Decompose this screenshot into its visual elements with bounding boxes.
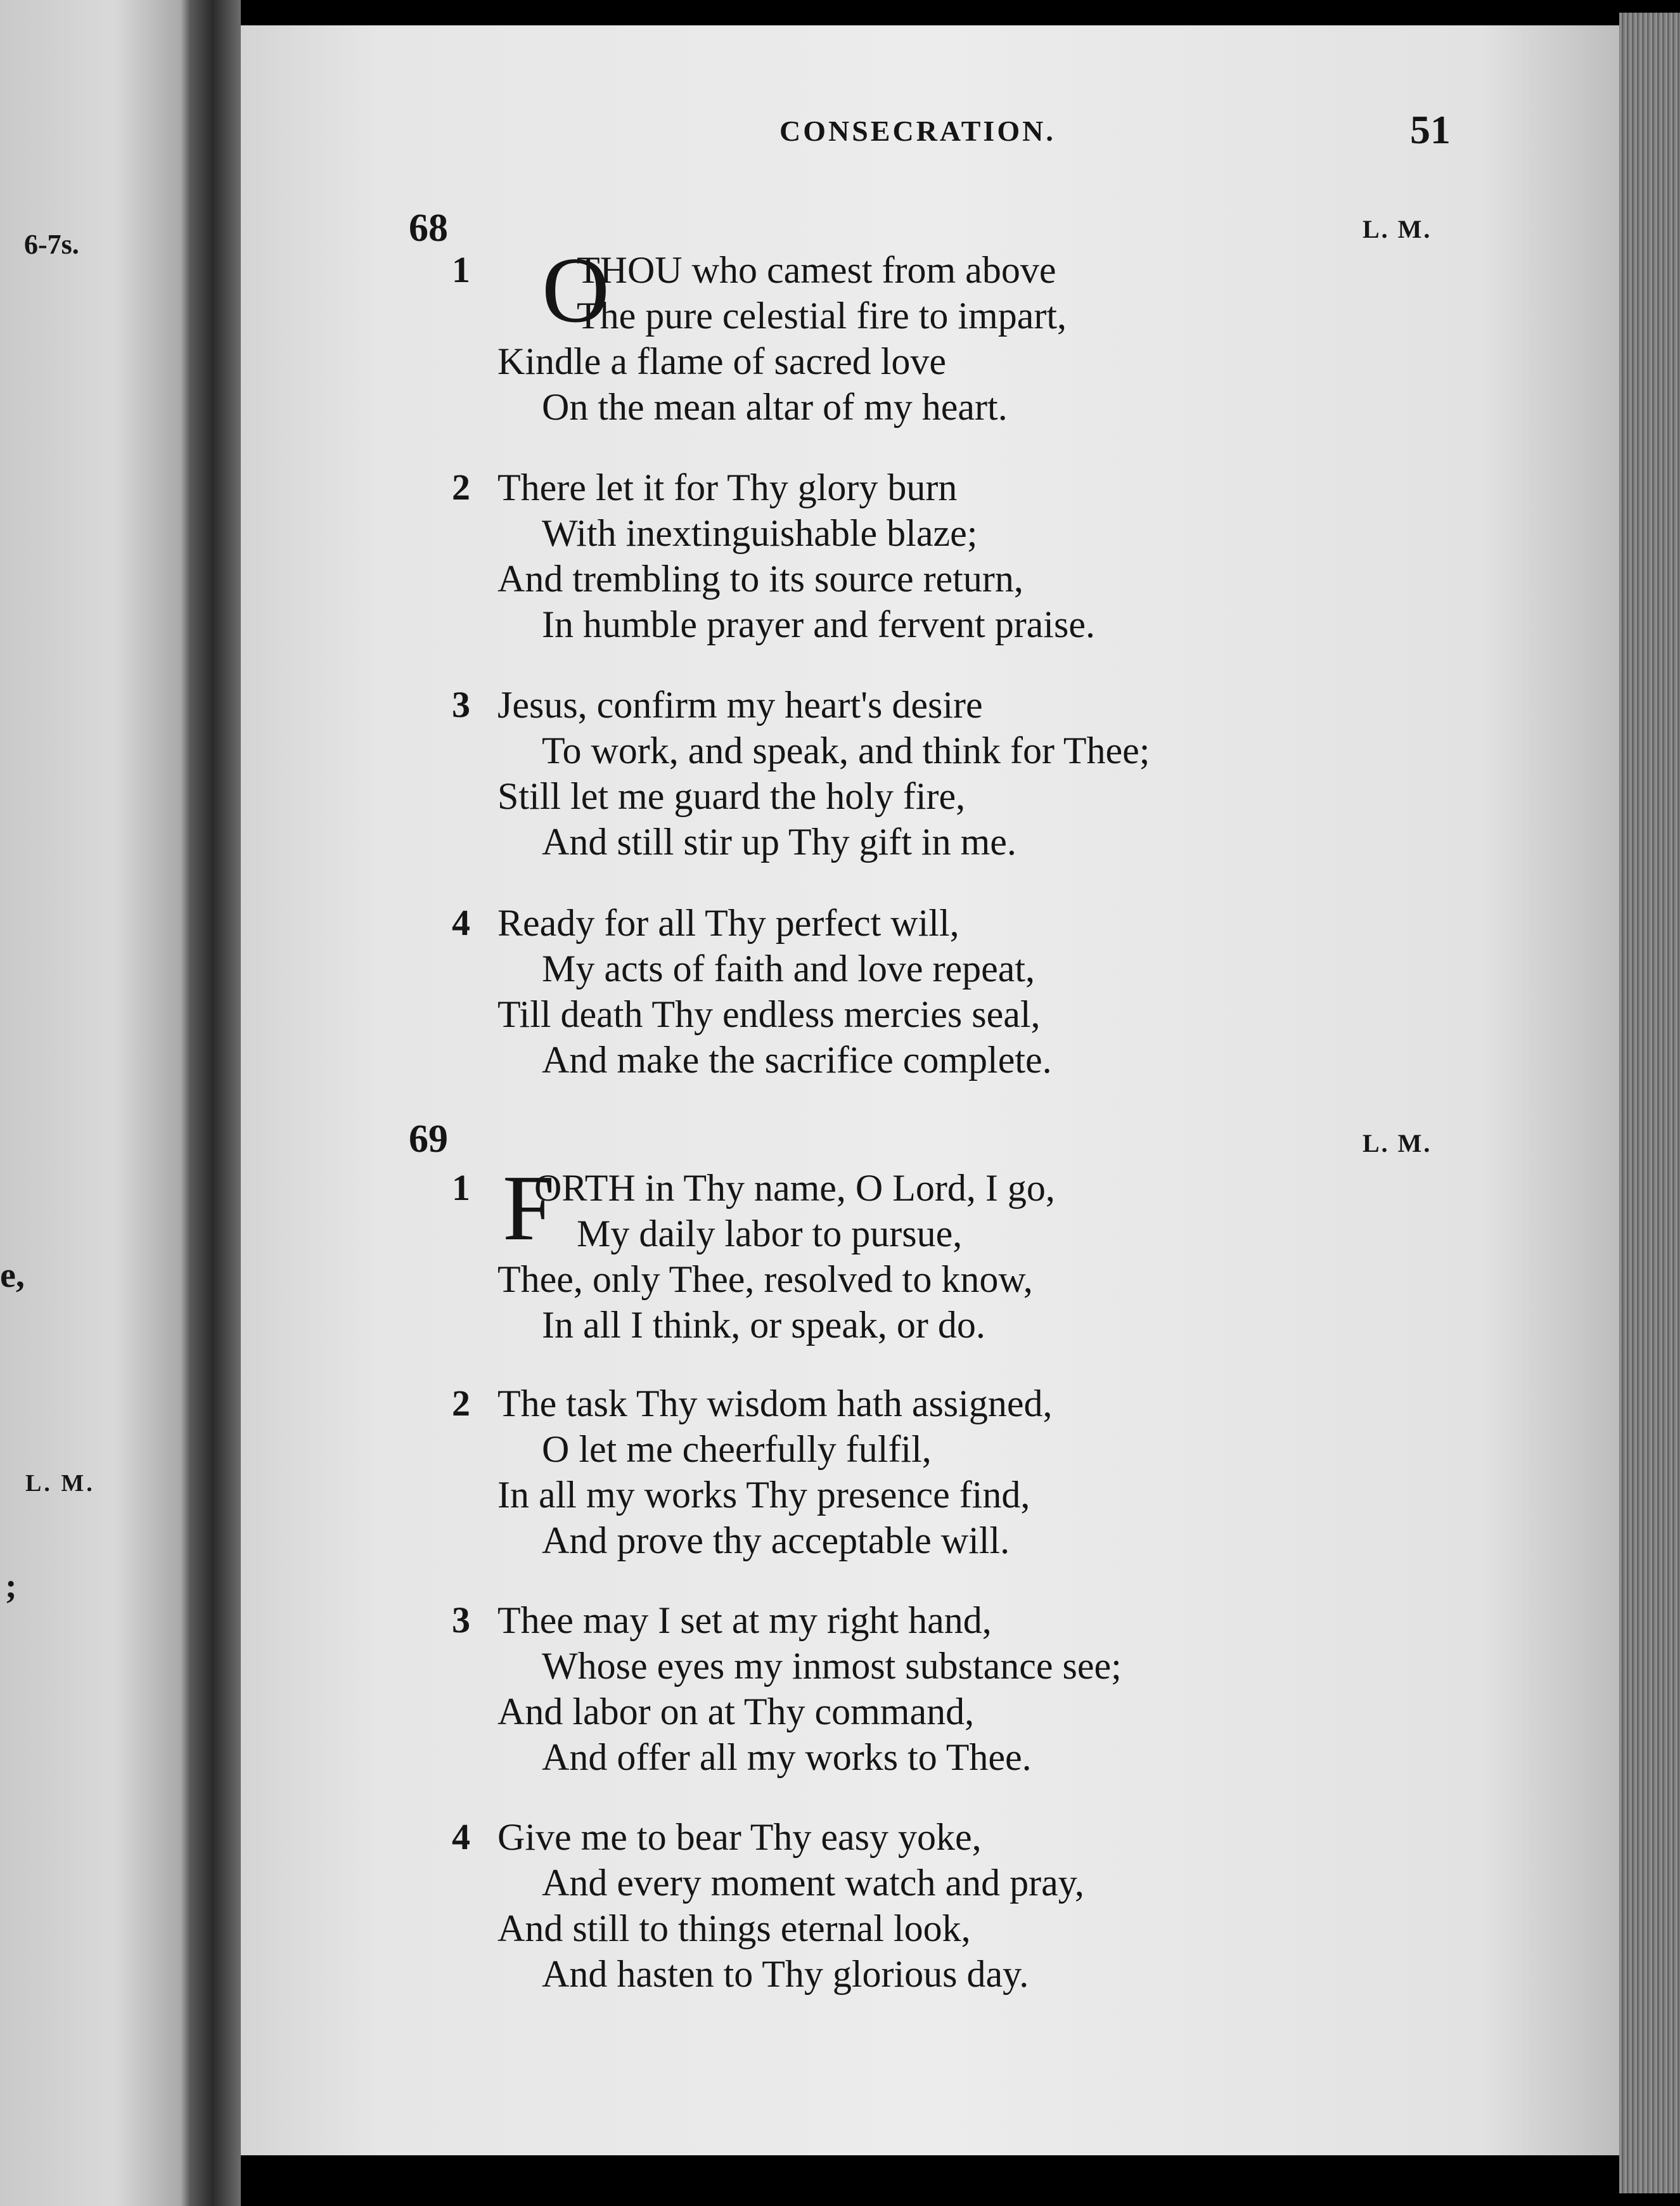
verse-line: Jesus, confirm my heart's desire: [497, 684, 983, 726]
verse-line: In all I think, or speak, or do.: [542, 1304, 985, 1346]
stanza-number: 4: [452, 1816, 470, 1857]
verse-line: And hasten to Thy glorious day.: [542, 1953, 1029, 1995]
stanza-number: 1: [452, 249, 470, 290]
verse-line: In humble prayer and fervent praise.: [542, 603, 1095, 645]
left-page-meter-bottom: L. M.: [25, 1470, 95, 1497]
stanza: [452, 1814, 1084, 1997]
verse-line: Kindle a flame of sacred love: [497, 340, 947, 382]
stanza: [452, 1156, 1055, 1348]
verse-line: My daily labor to pursue,: [577, 1213, 963, 1255]
verse-line: And trembling to its source return,: [497, 558, 1023, 600]
verse-line: The task Thy wisdom hath assigned,: [497, 1383, 1053, 1424]
verse-line: My acts of faith and love repeat,: [542, 948, 1036, 990]
stanza: [452, 682, 1150, 865]
verse-line: And still to things eternal look,: [497, 1907, 971, 1949]
verse-line: To work, and speak, and think for Thee;: [542, 730, 1150, 771]
verse-line: THOU who camest from above: [577, 249, 1056, 291]
verse-line: In all my works Thy presence find,: [497, 1474, 1030, 1516]
stanza-number: 4: [452, 902, 470, 943]
page-title: CONSECRATION.: [779, 115, 1056, 147]
hymn-number: 69: [409, 1118, 448, 1161]
verse-line: Thee may I set at my right hand,: [497, 1599, 992, 1641]
drop-cap: O: [542, 238, 610, 342]
verse-line: There let it for Thy glory burn: [497, 467, 958, 508]
stanza: [452, 900, 1052, 1083]
verse-line: Give me to bear Thy easy yoke,: [497, 1816, 982, 1858]
verse-line: The pure celestial fire to impart,: [577, 295, 1067, 337]
verse-line: On the mean altar of my heart.: [542, 386, 1008, 428]
page-number: 51: [1410, 107, 1451, 152]
verse-line: Whose eyes my inmost substance see;: [542, 1645, 1122, 1687]
stanza: [452, 1381, 1053, 1563]
verse-line: With inextinguishable blaze;: [542, 512, 978, 554]
stanza: [452, 1597, 1122, 1780]
verse-line: Till death Thy endless mercies seal,: [497, 993, 1041, 1035]
verse-line: And offer all my works to Thee.: [542, 1736, 1032, 1778]
verse-line: And make the sacrifice complete.: [542, 1039, 1052, 1081]
book-gutter: [190, 0, 241, 2206]
verse-line: ORTH in Thy name, O Lord, I go,: [534, 1167, 1055, 1209]
hymn-number: 68: [409, 207, 448, 250]
stanza-number: 2: [452, 1383, 470, 1424]
verse-line: And labor on at Thy command,: [497, 1691, 975, 1732]
stanza-number: 3: [452, 1599, 470, 1641]
hymn-meter: L. M.: [1363, 1129, 1432, 1158]
verse-line: Still let me guard the holy fire,: [497, 775, 966, 817]
left-page-meter-top: 6-7s.: [24, 229, 79, 260]
stanza: [452, 238, 1067, 430]
stanza-number: 3: [452, 684, 470, 725]
verse-line: And still stir up Thy gift in me.: [542, 821, 1016, 863]
verse-line: And prove thy acceptable will.: [542, 1519, 1010, 1561]
stanza: [452, 465, 1095, 647]
verse-line: Ready for all Thy perfect will,: [497, 902, 959, 944]
stanza-number: 1: [452, 1167, 470, 1208]
drop-cap: F: [503, 1156, 555, 1260]
left-page-fragment: [0, 0, 190, 2206]
verse-line: And every moment watch and pray,: [542, 1862, 1084, 1904]
left-page-punctuation: ;: [5, 1566, 17, 1606]
verse-line: O let me cheerfully fulfil,: [542, 1428, 932, 1470]
page-edges: [1619, 13, 1680, 2193]
stanza-number: 2: [452, 467, 470, 508]
verse-line: Thee, only Thee, resolved to know,: [497, 1258, 1033, 1300]
hymn-meter: L. M.: [1363, 215, 1432, 243]
left-page-text-fragment: e,: [0, 1256, 25, 1295]
